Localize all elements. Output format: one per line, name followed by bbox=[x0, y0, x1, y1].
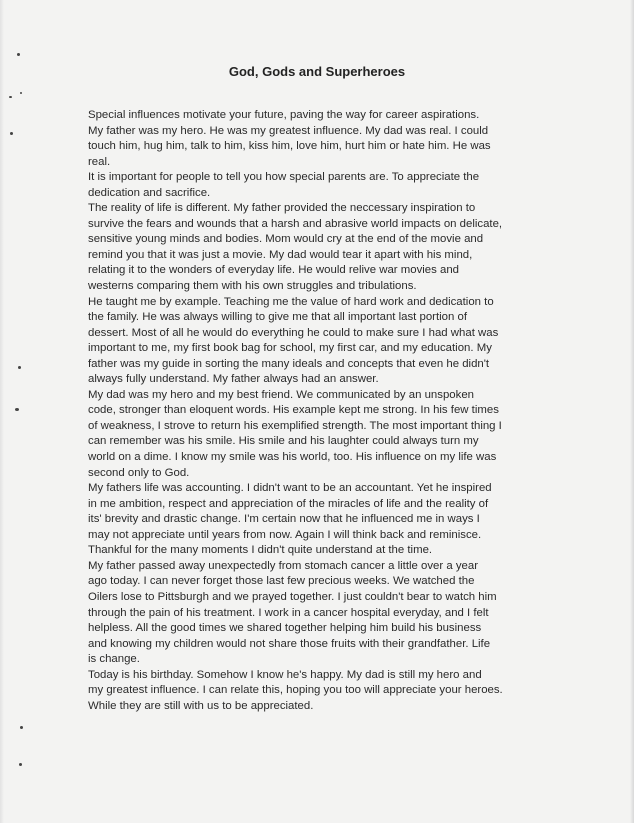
scan-speck bbox=[18, 366, 21, 369]
scan-speck bbox=[10, 132, 13, 135]
scan-speck bbox=[15, 408, 19, 411]
page-left-edge bbox=[0, 0, 4, 823]
scan-speck bbox=[17, 53, 20, 56]
document-body: Special influences motivate your future, paving the way for career aspirations. My father was my hero. He was my greatest influence. My dad was real. I could touch him, hug him, talk to him, kiss him, love him, hurt him or hate him. He was real. It is important for people to tell you how special parents are. To appreciate the dedication and sacrifice. The reality of life is different. My father provided the neccessary inspiration to survive the fears and wounds that a harsh and abrasive world impacts on delicate, sensitive young minds and bodies. Mom would cry at the end of the movie and remind you that it was just a movie. My dad would tear it apart with his mind, relating it to the wonders of everyday life. He would relive war movies and westerns comparing them with his own struggles and tribulations. He taught me by example. Teaching me the value of hard work and dedication to the family. He was always willing to give me that all important last portion of dessert. Most of all he would do everything he could to make sure I had what was important to me, my first book bag for school, my first car, and my education. My father was my guide in sorting the many ideals and concepts that even he didn't always fully understand. My father always had an answer. My dad was my hero and my best friend. We communicated by an unspoken code, stronger than eloquent words. His example kept me strong. In his few times of weakness, I strove to return his exemplified strength. The most important thing I can remember was his smile. His smile and his laughter could always turn my world on a dime. I know my smile was his world, too. His influence on my life was second only to God. My fathers life was accounting. I didn't want to be an accountant. Yet he inspired in me ambition, respect and appreciation of the miracles of life and the reality of its' brevity and drastic change. I'm certain now that he influenced me in ways I may not appreciate until years from now. Again I will think back and reminisce. Thankful for the many moments I didn't quite understand at the time. My father passed away unexpectedly from stomach cancer a little over a year ago today. I can never forget those last few precious weeks. We watched the Oilers lose to Pittsburgh and we prayed together. I just couldn't bear to watch him through the pain of his treatment. I work in a cancer hospital everyday, and I felt helpless. All the good times we shared together helping him build his business and knowing my children would not share those fruits with their grandfather. Life is change. Today is his birthday. Somehow I know he's happy. My dad is still my hero and my greatest influence. I can relate this, hoping you too will appreciate your heroes. While they are still with us to be appreciated. bbox=[88, 109, 503, 712]
scan-speck bbox=[20, 726, 23, 729]
scan-speck bbox=[20, 92, 22, 94]
scan-speck bbox=[19, 763, 22, 766]
scan-speck bbox=[9, 96, 12, 98]
document-title: God, Gods and Superheroes bbox=[228, 64, 406, 79]
page-right-edge bbox=[630, 0, 634, 823]
